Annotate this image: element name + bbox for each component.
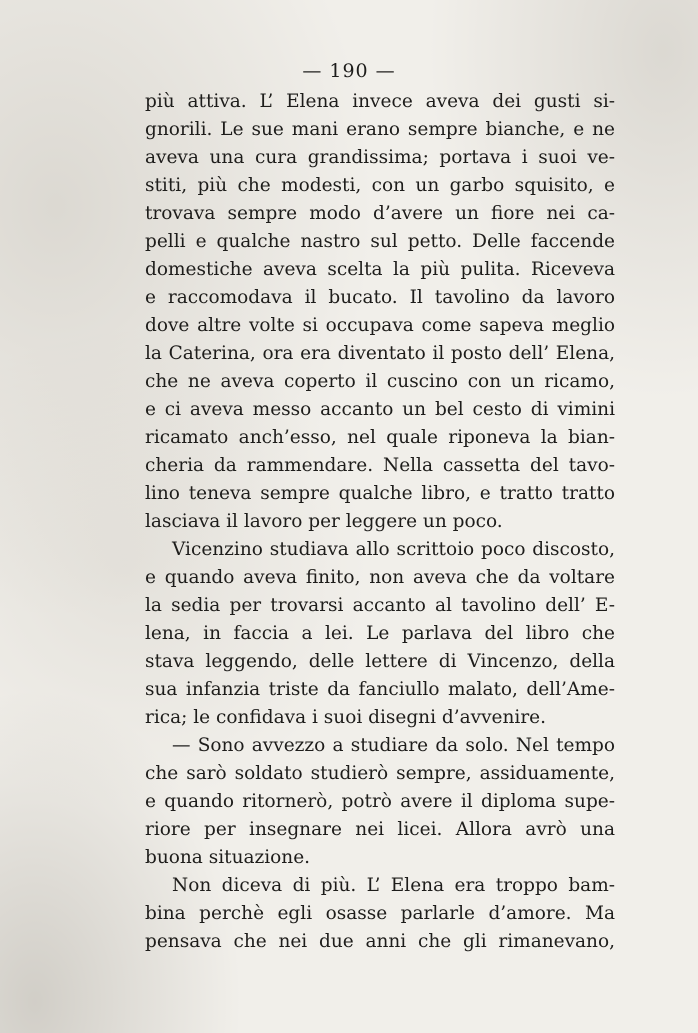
text-line: pelli e qualche nastro sul petto. Delle faccende [145, 231, 615, 252]
text-line: lasciava il lavoro per leggere un poco. [145, 511, 503, 532]
text-line: che ne aveva coperto il cuscino con un ricamo, [145, 371, 615, 392]
text-line: la Caterina, ora era diventato il posto dell’ Elena, [145, 343, 615, 364]
text-line: più attiva. L’ Elena invece aveva dei gusti si- [145, 91, 615, 112]
text-line: e quando ritornerò, potrò avere il diploma supe- [145, 791, 615, 812]
text-line: bina perchè egli osasse parlarle d’amore. Ma [145, 903, 615, 924]
text-line: Non diceva di più. L’ Elena era troppo bam- [172, 875, 615, 896]
text-line: domestiche aveva scelta la più pulita. Riceveva [145, 259, 615, 280]
text-line: lena, in faccia a lei. Le parlava del libro che [145, 623, 615, 644]
text-line: dove altre volte si occupava come sapeva meglio [145, 315, 615, 336]
text-line: gnorili. Le sue mani erano sempre bianche, e ne [145, 119, 615, 140]
text-line: e raccomodava il bucato. Il tavolino da lavoro [145, 287, 615, 308]
text-line: e quando aveva finito, non aveva che da voltare [145, 567, 615, 588]
text-line: riore per insegnare nei licei. Allora avrò una [145, 819, 615, 840]
text-line: sua infanzia triste da fanciullo malato, dell’Ame- [145, 679, 615, 700]
text-line: trovava sempre modo d’avere un fiore nei ca- [145, 203, 615, 224]
text-line: che sarò soldato studierò sempre, assiduamente, [145, 763, 615, 784]
text-line: aveva una cura grandissima; portava i suoi ve- [145, 147, 615, 168]
text-line: Vicenzino studiava allo scrittoio poco discosto, [172, 539, 615, 560]
text-line: rica; le confidava i suoi disegni d’avvenire. [145, 707, 547, 728]
page-number: — 190 — [302, 60, 396, 82]
text-line: stava leggendo, delle lettere di Vincenzo, della [145, 651, 615, 672]
text-line: e ci aveva messo accanto un bel cesto di vimini [145, 399, 615, 420]
body-text [145, 88, 615, 956]
text-line: — Sono avvezzo a studiare da solo. Nel tempo [172, 735, 615, 756]
text-line: ricamato anch’esso, nel quale riponeva la bian- [145, 427, 615, 448]
text-line: pensava che nei due anni che gli rimanevano, [145, 931, 615, 952]
text-line: stiti, più che modesti, con un garbo squisito, e [145, 175, 615, 196]
text-line: buona situazione. [145, 847, 311, 868]
text-line: cheria da rammendare. Nella cassetta del tavo- [145, 455, 615, 476]
text-line: lino teneva sempre qualche libro, e tratto tratto [145, 483, 615, 504]
text-line: la sedia per trovarsi accanto al tavolino dell’ E- [145, 595, 615, 616]
